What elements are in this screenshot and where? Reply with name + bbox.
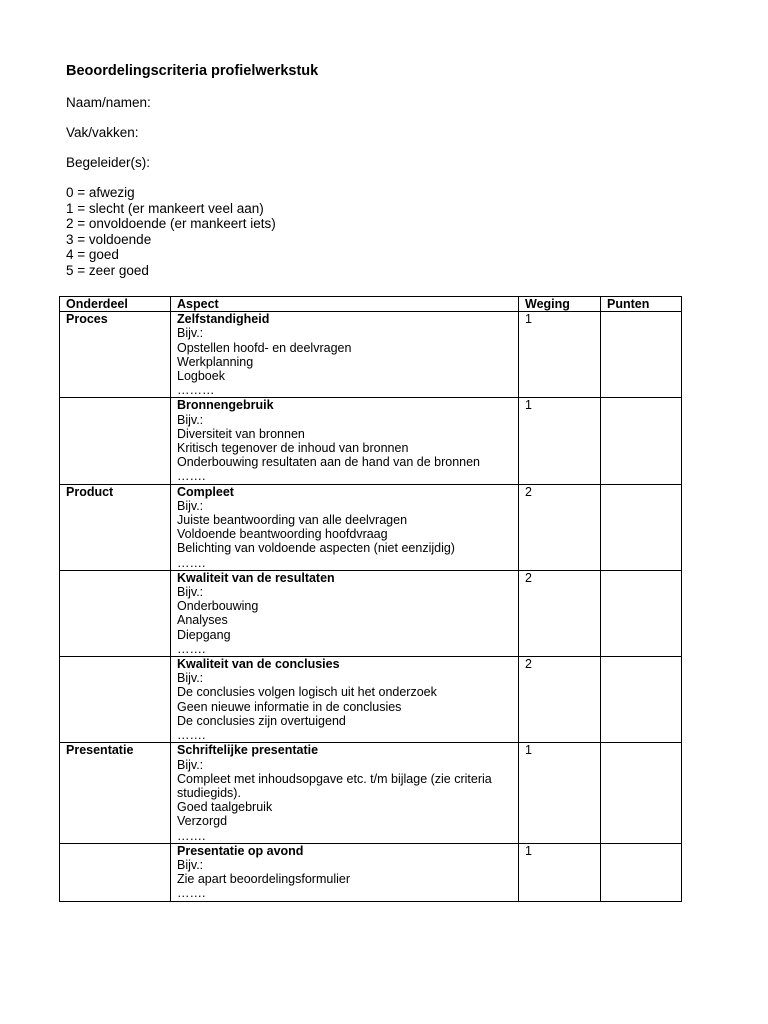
aspect-line: Bijv.: (177, 857, 204, 872)
weging-cell: 1 (519, 743, 601, 843)
aspect-cell (171, 843, 519, 901)
aspect-line: Bijv.: (177, 757, 204, 772)
table-row (60, 312, 682, 398)
aspect-line: Logboek (177, 369, 225, 384)
document-page (66, 62, 686, 278)
document-title: Beoordelingscriteria profielwerkstuk (66, 63, 319, 79)
aspect-line: Compleet met inhoudsopgave etc. t/m bijlage (zie criteria studiegids). (177, 771, 492, 800)
aspect-line: ……. (177, 728, 206, 743)
aspect-line: Analyses (177, 613, 228, 628)
aspect-cell (171, 657, 519, 743)
table-row (60, 743, 682, 843)
weging-cell: 2 (519, 484, 601, 570)
weging-cell: 2 (519, 570, 601, 656)
punten-cell[interactable] (601, 843, 682, 901)
aspect-line: Geen nieuwe informatie in de conclusies (177, 699, 402, 714)
aspect-title: Kwaliteit van de conclusies (177, 657, 340, 672)
criteria-table (59, 296, 682, 902)
aspect-line: Belichting van voldoende aspecten (niet eenzijdig) (177, 541, 455, 556)
aspect-cell (171, 484, 519, 570)
vak-field-label: Vak/vakken: (66, 125, 139, 140)
aspect-line: Diversiteit van bronnen (177, 426, 305, 441)
weging-cell: 2 (519, 657, 601, 743)
onderdeel-cell (60, 570, 171, 656)
aspect-line: Zie apart beoordelingsformulier (177, 872, 351, 887)
weging-cell: 1 (519, 843, 601, 901)
aspect-line: Bijv.: (177, 585, 204, 600)
aspect-title: Schriftelijke presentatie (177, 743, 319, 758)
aspect-cell (171, 743, 519, 843)
scale-item: 1 = slecht (er mankeert veel aan) (66, 200, 264, 216)
table-row (60, 570, 682, 656)
scale-item: 2 = onvoldoende (er mankeert iets) (66, 216, 276, 231)
aspect-title: Presentatie op avond (177, 843, 304, 858)
table-row (60, 484, 682, 570)
aspect-title: Compleet (177, 484, 234, 499)
aspect-cell (171, 570, 519, 656)
criteria-table-body (60, 312, 682, 902)
aspect-line: De conclusies zijn overtuigend (177, 713, 346, 728)
punten-cell[interactable] (601, 312, 682, 398)
onderdeel-cell (60, 398, 171, 484)
aspect-line: ……. (177, 555, 206, 570)
table-header-row (60, 297, 682, 312)
scale-item: 3 = voldoende (66, 231, 152, 247)
scale-item: 5 = zeer goed (66, 262, 149, 278)
header-onderdeel: Onderdeel (60, 297, 171, 312)
header-aspect: Aspect (171, 297, 519, 312)
naam-field-label: Naam/namen: (66, 95, 151, 110)
punten-cell[interactable] (601, 570, 682, 656)
weging-cell: 1 (519, 398, 601, 484)
aspect-cell (171, 312, 519, 398)
aspect-line: ……. (177, 886, 206, 901)
onderdeel-cell (60, 657, 171, 743)
punten-cell[interactable] (601, 484, 682, 570)
aspect-line: ……. (177, 828, 206, 843)
scale-item: 4 = goed (66, 247, 119, 262)
punten-cell[interactable] (601, 657, 682, 743)
table-row (60, 843, 682, 901)
weging-cell: 1 (519, 312, 601, 398)
aspect-line: Werkplanning (177, 354, 254, 369)
aspect-line: Voldoende beantwoording hoofdvraag (177, 527, 388, 542)
aspect-line: Onderbouwing (177, 599, 259, 614)
aspect-line: ……… (177, 383, 215, 398)
aspect-line: Kritisch tegenover de inhoud van bronnen (177, 441, 409, 456)
aspect-title: Kwaliteit van de resultaten (177, 570, 335, 585)
aspect-cell (171, 398, 519, 484)
onderdeel-cell (60, 843, 171, 901)
aspect-line: Bijv.: (177, 326, 204, 341)
aspect-line: Bijv.: (177, 671, 204, 686)
aspect-title: Bronnengebruik (177, 398, 274, 413)
aspect-line: Juiste beantwoording van alle deelvragen (177, 513, 408, 528)
onderdeel-cell: Presentatie (60, 743, 171, 843)
header-punten: Punten (601, 297, 682, 312)
table-row (60, 398, 682, 484)
onderdeel-cell: Proces (60, 312, 171, 398)
aspect-line: Goed taalgebruik (177, 800, 273, 815)
punten-cell[interactable] (601, 398, 682, 484)
aspect-line: Onderbouwing resultaten aan de hand van de bronnen (177, 455, 481, 470)
header-weging: Weging (519, 297, 601, 312)
aspect-line: ……. (177, 641, 206, 656)
onderdeel-cell: Product (60, 484, 171, 570)
aspect-line: Bijv.: (177, 412, 204, 427)
aspect-line: De conclusies volgen logisch uit het onderzoek (177, 685, 437, 700)
aspect-line: Diepgang (177, 627, 231, 642)
rating-scale (66, 185, 686, 278)
aspect-line: Verzorgd (177, 814, 228, 829)
aspect-title: Zelfstandigheid (177, 312, 270, 327)
scale-item: 0 = afwezig (66, 185, 135, 200)
aspect-line: ……. (177, 469, 206, 484)
punten-cell[interactable] (601, 743, 682, 843)
aspect-line: Bijv.: (177, 498, 204, 513)
aspect-line: Opstellen hoofd- en deelvragen (177, 340, 352, 355)
begeleider-field-label: Begeleider(s): (66, 155, 151, 170)
table-row (60, 657, 682, 743)
